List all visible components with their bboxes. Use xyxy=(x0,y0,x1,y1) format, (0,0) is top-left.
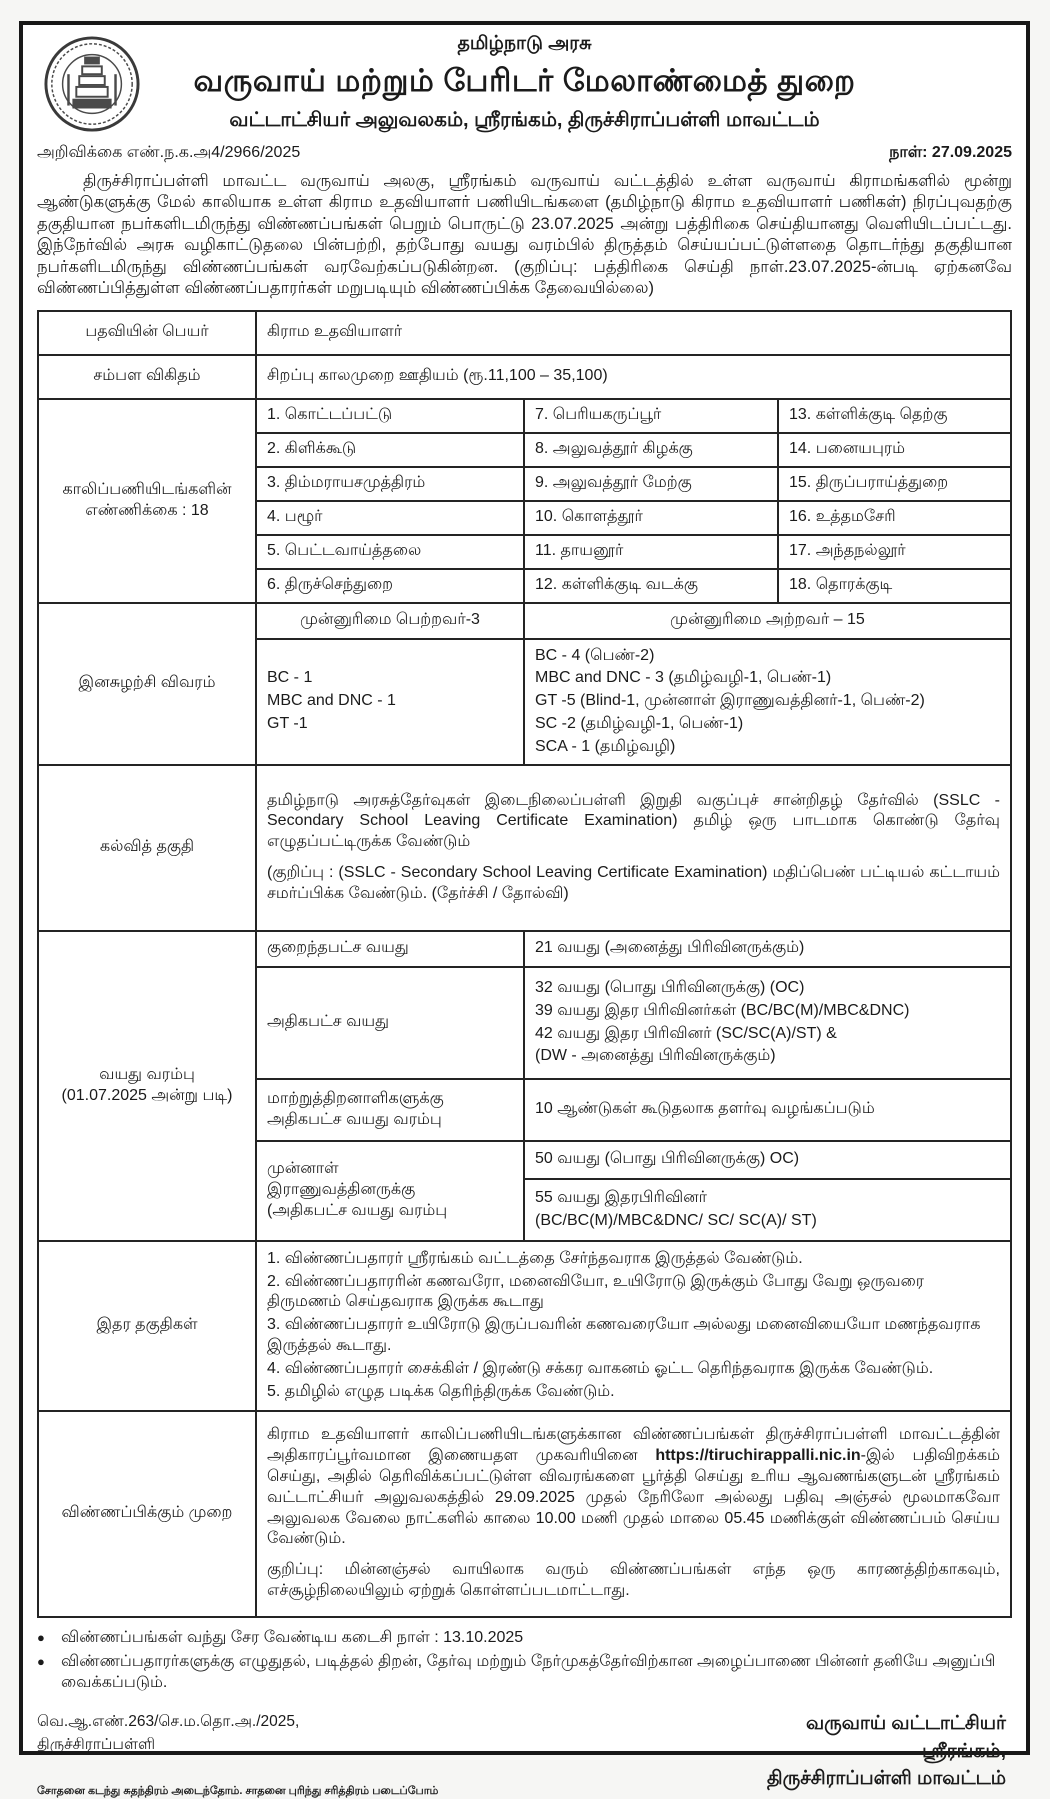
footer-ref-line2: திருச்சிராப்பள்ளி xyxy=(37,1736,156,1754)
government-slogan: சோதனை கடந்து சுதந்திரம் அடைந்தோம். சாதனை புரிந்து சரித்திரம் படைப்போம் xyxy=(37,1784,439,1797)
apply-method-row xyxy=(38,1411,1011,1617)
notice-page xyxy=(19,21,1030,1797)
pay-scale-row xyxy=(38,355,1011,399)
village-cell: 2. கிளிக்கூடு xyxy=(256,433,524,467)
roster-label: இனசுழற்சி விவரம் xyxy=(38,603,256,765)
apply-note: குறிப்பு: மின்னஞ்சல் வாயிலாக வரும் விண்ணப்பங்கள் எந்த ஒரு காரணத்திற்காகவும், எச்சூழ்நிலையிலும் ஏற்றுக் கொள்ளப்படமாட்டாது. xyxy=(267,1561,1000,1600)
department-title: வருவாய் மற்றும் பேரிடர் மேலாண்மைத் துறை xyxy=(193,63,856,98)
village-cell: 11. தாயனூர் xyxy=(524,535,778,569)
exservice-age-oc-value: 50 வயது (பொது பிரிவினருக்கு) OC) xyxy=(524,1141,1011,1179)
roster-line: SCA - 1 (தமிழ்வழி) xyxy=(535,737,676,755)
bullet-icon: ● xyxy=(37,1629,45,1645)
village-cell: 7. பெரியகருப்பூர் xyxy=(524,399,778,433)
village-cell: 13. கள்ளிக்குடி தெற்கு xyxy=(778,399,1011,433)
pwd-age-value: 10 ஆண்டுகள் கூடுதலாக தளர்வு வழங்கப்படும் xyxy=(524,1079,1011,1141)
village-cell: 17. அந்தநல்லூர் xyxy=(778,535,1011,569)
signatory-place: ஸ்ரீரங்கம், xyxy=(922,1740,1006,1762)
application-url: https://tiruchirappalli.nic.in xyxy=(655,1447,861,1465)
signature-block xyxy=(767,1710,1012,1799)
roster-line: MBC and DNC - 3 (தமிழ்வழி-1, பெண்-1) xyxy=(535,669,832,687)
village-cell: 5. பெட்டவாய்த்தலை xyxy=(256,535,524,569)
qualification-item: 3. விண்ணப்பதாரர் உயிரோடு இருப்பவரின் கணவரையோ அல்லது மனைவியையோ மணந்தவராக இருத்தல் கூடாது. xyxy=(267,1316,981,1355)
min-age-value: 21 வயது (அனைத்து பிரிவினருக்கும்) xyxy=(524,931,1011,967)
village-cell: 15. திருப்பராய்த்துறை xyxy=(778,467,1011,501)
document-header xyxy=(37,31,1012,135)
village-cell: 16. உத்தமசேரி xyxy=(778,501,1011,535)
notice-ref-number: அறிவிக்கை எண்.ந.க.அ4/2966/2025 xyxy=(37,144,301,161)
details-table xyxy=(37,310,1012,1618)
exservice-age-label xyxy=(256,1141,524,1241)
min-age-label: குறைந்தபட்ச வயது xyxy=(256,931,524,967)
villages-row xyxy=(38,399,1011,433)
notes-list xyxy=(37,1628,1012,1694)
apply-paragraph xyxy=(267,1425,1000,1550)
age-limit-label xyxy=(38,931,256,1241)
last-date-note: விண்ணப்பங்கள் வந்து சேர வேண்டிய கடைசி நாள் : 13.10.2025 xyxy=(61,1628,524,1646)
government-title: தமிழ்நாடு அரசு xyxy=(457,33,592,54)
tn-govt-emblem-icon xyxy=(43,35,141,133)
max-age-label: அதிகபட்ச வயது xyxy=(256,967,524,1079)
qualification-item: 4. விண்ணப்பதாரர் சைக்கிள் / இரண்டு சக்கர வாகனம் ஓட்ட தெரிந்தவராக இருக்க வேண்டும். xyxy=(267,1359,934,1377)
exservice-age-other-value xyxy=(524,1179,1011,1241)
post-name-value: கிராம உதவியாளர் xyxy=(256,311,1011,355)
pay-scale-label: சம்பள விகிதம் xyxy=(38,355,256,399)
roster-line: BC - 4 (பெண்-2) xyxy=(535,646,655,664)
max-age-line: 32 வயது (பொது பிரிவினருக்கு) (OC) xyxy=(535,979,805,997)
max-age-value xyxy=(524,967,1011,1079)
signatory-designation: வருவாய் வட்டாட்சியர் xyxy=(805,1713,1006,1735)
post-name-label: பதவியின் பெயர் xyxy=(38,311,256,355)
roster-line: BC - 1 xyxy=(267,669,313,687)
roster-line: GT -5 (Blind-1, முன்னாள் இராணுவத்தினர்-1, பெண்-2) xyxy=(535,692,925,710)
apply-text-pre: கிராம உதவியாளர் காலிப்பணியிடங்களுக்கான விண்ணப்பங்கள் திருச்சிராப்பள்ளி மாவட்டத்தின் அதிகாரப்பூர்வமான இணையதள முகவரியினை xyxy=(267,1426,1000,1465)
max-age-line: 42 வயது இதர பிரிவினர் (SC/SC(A)/ST) & xyxy=(535,1024,837,1042)
qualification-item: 1. விண்ணப்பதாரர் ஸ்ரீரங்கம் வட்டத்தை சேர்ந்தவராக இருத்தல் வேண்டும். xyxy=(267,1249,803,1267)
village-cell: 18. தொரக்குடி xyxy=(778,569,1011,603)
pwd-age-label: மாற்றுத்திறனாளிகளுக்கு அதிகபட்ச வயது வரம்பு xyxy=(256,1079,524,1141)
footer-reference xyxy=(37,1710,438,1799)
village-cell: 6. திருச்செந்துறை xyxy=(256,569,524,603)
age-limit-label-line1: வயது வரம்பு xyxy=(99,1065,195,1083)
other-qualifications-row xyxy=(38,1241,1011,1411)
roster-line: GT -1 xyxy=(267,715,308,733)
roster-header-row xyxy=(38,603,1011,639)
exservice-label-line1: முன்னாள் xyxy=(267,1160,339,1178)
age-min-row xyxy=(38,931,1011,967)
list-item xyxy=(37,1628,1012,1649)
village-cell: 9. அலுவத்தூர் மேற்கு xyxy=(524,467,778,501)
exservice-label-line3: (அதிகபட்ச வயது வரம்பு xyxy=(267,1202,448,1220)
village-cell: 14. பனையபுரம் xyxy=(778,433,1011,467)
max-age-line: (DW - அனைத்து பிரிவினருக்கும்) xyxy=(535,1047,776,1065)
bullet-icon: ● xyxy=(37,1654,45,1670)
village-cell: 12. கள்ளிக்குடி வடக்கு xyxy=(524,569,778,603)
office-subtitle: வட்டாட்சியர் அலுவலகம், ஸ்ரீரங்கம், திருச்சிராப்பள்ளி மாவட்டம் xyxy=(229,109,820,131)
village-cell: 3. திம்மராயசமுத்திரம் xyxy=(256,467,524,501)
roster-nonpriority-header: முன்னுரிமை அற்றவர் – 15 xyxy=(524,603,1011,639)
signatory-district: திருச்சிராப்பள்ளி மாவட்டம் xyxy=(767,1768,1006,1790)
vacancy-count-label: காலிப்பணியிடங்களின் எண்ணிக்கை : 18 xyxy=(38,399,256,603)
roster-line: SC -2 (தமிழ்வழி-1, பெண்-1) xyxy=(535,715,744,733)
exservice-other-line2: (BC/BC(M)/MBC&DNC/ SC/ SC(A)/ ST) xyxy=(535,1211,817,1229)
qualification-item: 2. விண்ணப்பதாரரின் கணவரோ, மனைவியோ, உயிரோடு இருக்கும் போது வேறு ஒருவரை திருமணம் செய்தவராக இருக்க கூடாது xyxy=(267,1272,924,1311)
apply-text-post: -இல் பதிவிறக்கம் செய்து, அதில் தெரிவிக்கப்பட்டுள்ள விவரங்களை பூர்த்தி செய்து உரிய ஆவணங்களுடன் ஸ்ரீரங்கம் வட்டாட்சியர் அலுவலகத்தில் 29.09.2025 முதல் நேரிலோ அல்லது பதிவு அஞ்சல் மூலமாகவோ அலுவலக வேலை நாட்களில் காலை 10.00 மணி முதல் மாலை 05.45 மணிக்குள் விண்ணப்பம் செய்ய வேண்டும். xyxy=(267,1447,1000,1548)
intro-paragraph: திருச்சிராப்பள்ளி மாவட்ட வருவாய் அலகு, ஸ்ரீரங்கம் வருவாய் வட்டத்தில் உள்ள வருவாய் கிராமங்களில் மூன்று ஆண்டுகளுக்கு மேல் காலியாக உள்ள கிராம உதவியாளர் பணியிடங்களை (தமிழ்நாடு கிராம உதவியாளர் பணிகள்) நிரப்புவதற்கு தகுதியான நபர்களிடமிருந்து விண்ணப்பங்கள் பெறும் பொருட்டு 23.07.2025 அன்று பத்திரிகை செய்தியானது வெளியிடப்பட்டது. இந்நேர்வில் அரசு வழிகாட்டுதலை பின்பற்றி, தற்போது வயது வரம்பில் திருத்தம் செய்யப்பட்டுள்ளதை தொடர்ந்து தகுதியான நபர்களிடமிருந்து விண்ணப்பங்கள் வரவேற்கப்படுகின்றன. (குறிப்பு: பத்திரிகை செய்தி நாள்.23.07.2025-ன்படி ஏற்கனவே விண்ணப்பித்துள்ள விண்ணப்பதாரர்கள் மறுபடியும் விண்ணப்பிக்க தேவையில்லை) xyxy=(37,172,1012,298)
pay-scale-value: சிறப்பு காலமுறை ஊதியம் (ரூ.11,100 – 35,100) xyxy=(256,355,1011,399)
post-name-row xyxy=(38,311,1011,355)
village-cell: 8. அலுவத்தூர் கிழக்கு xyxy=(524,433,778,467)
qualification-item: 5. தமிழில் எழுத படிக்க தெரிந்திருக்க வேண்டும். xyxy=(267,1382,615,1400)
exservice-other-line1: 55 வயது இதரபிரிவினர் xyxy=(535,1188,708,1206)
apply-method-label: விண்ணப்பிக்கும் முறை xyxy=(38,1411,256,1617)
list-item xyxy=(37,1652,1012,1694)
age-limit-label-line2: (01.07.2025 அன்று படி) xyxy=(61,1086,233,1104)
roster-nonpriority-values xyxy=(524,639,1011,765)
education-para2: (குறிப்பு : (SSLC - Secondary School Leaving Certificate Examination) மதிப்பெண் பட்டியல் கட்டாயம் சமர்ப்பிக்க வேண்டும். (தேர்ச்சி / தோல்வி) xyxy=(267,864,1000,902)
call-letter-note: விண்ணப்பதாரர்களுக்கு எழுதுதல், படித்தல் திறன், தேர்வு மற்றும் நேர்முகத்தேர்விற்கான அழைப்பாணை பின்னர் தனியே அனுப்பி வைக்கப்படும். xyxy=(61,1653,996,1692)
village-cell: 1. கொட்டப்பட்டு xyxy=(256,399,524,433)
education-para1: தமிழ்நாடு அரசுத்தேர்வுகள் இடைநிலைப்பள்ளி இறுதி வகுப்புச் சான்றிதழ் தேர்வில் (SSLC - Secondary School Leaving Certificate Examination) தமிழ் ஒரு பாடமாக கொண்டு தேர்வு எழுதப்பட்டிருக்க வேண்டும் xyxy=(267,791,1000,851)
reference-line xyxy=(37,143,1012,163)
roster-priority-values xyxy=(256,639,524,765)
village-cell: 4. பழூர் xyxy=(256,501,524,535)
education-value xyxy=(256,765,1011,931)
education-label: கல்வித் தகுதி xyxy=(38,765,256,931)
village-cell: 10. கொளத்தூர் xyxy=(524,501,778,535)
footer-ref-line1: வெ.ஆ.எண்.263/செ.ம.தொ.அ./2025, xyxy=(37,1713,300,1731)
apply-method-value xyxy=(256,1411,1011,1617)
roster-priority-header: முன்னுரிமை பெற்றவர்-3 xyxy=(256,603,524,639)
notice-date: நாள்: 27.09.2025 xyxy=(889,144,1012,161)
roster-line: MBC and DNC - 1 xyxy=(267,692,396,710)
exservice-label-line2: இராணுவத்தினருக்கு xyxy=(267,1181,416,1199)
other-qualifications-label: இதர தகுதிகள் xyxy=(38,1241,256,1411)
education-row xyxy=(38,765,1011,931)
other-qualifications-value xyxy=(256,1241,1011,1411)
document-footer xyxy=(37,1710,1012,1799)
max-age-line: 39 வயது இதர பிரிவினர்கள் (BC/BC(M)/MBC&DNC) xyxy=(535,1001,910,1019)
